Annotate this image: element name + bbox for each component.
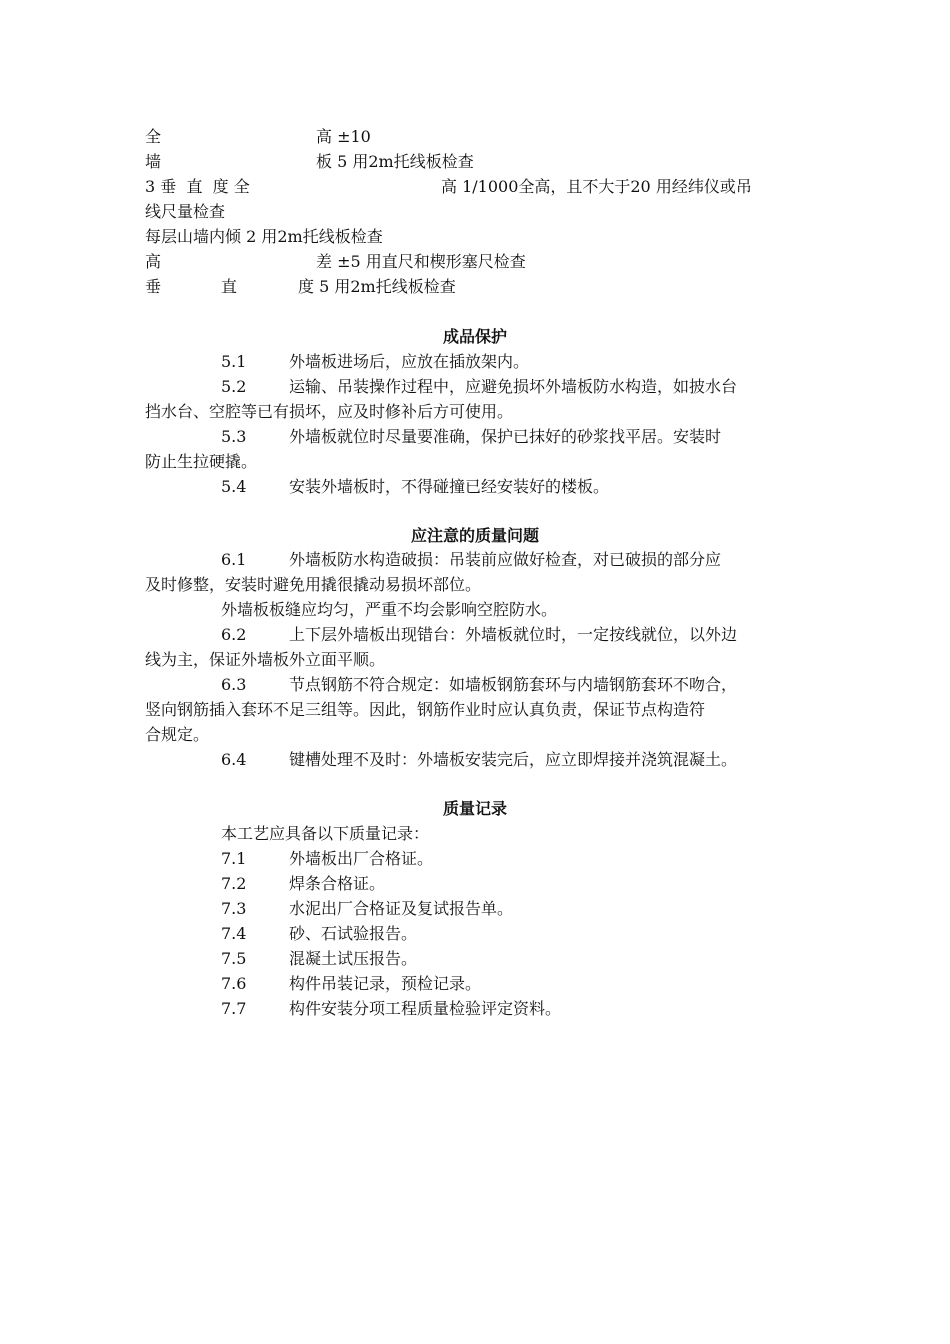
- item-number: 6.2: [221, 625, 247, 644]
- table-cell: 差 ±5 用直尺和楔形塞尺检查: [316, 252, 526, 271]
- item-number: 7.3: [221, 899, 247, 918]
- section-heading: 质量记录: [442, 799, 507, 818]
- table-cell: 全: [145, 127, 162, 146]
- item-text: 运输、吊装操作过程中，应避免损坏外墙板防水构造，如披水台: [289, 377, 738, 396]
- table-cell: 直: [221, 277, 238, 296]
- item-text: 外墙板板缝应均匀，严重不均会影响空腔防水。: [221, 600, 558, 619]
- item-number: 7.7: [221, 999, 247, 1018]
- item-text: 及时修整，安装时避免用撬很撬动易损坏部位。: [145, 575, 482, 594]
- item-text: 合规定。: [145, 725, 210, 744]
- item-text: 节点钢筋不符合规定：如墙板钢筋套环与内墙钢筋套环不吻合，: [289, 675, 738, 694]
- item-number: 7.1: [221, 849, 247, 868]
- item-text: 安装外墙板时，不得碰撞已经安装好的楼板。: [289, 477, 610, 496]
- item-text: 外墙板进场后，应放在插放架内。: [289, 352, 530, 371]
- section-heading: 应注意的质量问题: [410, 526, 539, 545]
- item-number: 6.1: [221, 550, 247, 569]
- item-number: 6.4: [221, 750, 247, 769]
- item-text: 焊条合格证。: [289, 874, 386, 893]
- item-text: 键槽处理不及时：外墙板安装完后，应立即焊接并浇筑混凝土。: [289, 750, 738, 769]
- item-text: 竖向钢筋插入套环不足三组等。因此，钢筋作业时应认真负责，保证节点构造符: [145, 700, 706, 719]
- table-cell: 高 ±10: [316, 127, 371, 146]
- table-cell: 度 5 用2m托线板检查: [298, 277, 456, 296]
- item-text: 外墙板就位时尽量要准确，保护已抹好的砂浆找平居。安装时: [289, 427, 722, 446]
- item-text: 构件吊装记录，预检记录。: [289, 974, 482, 993]
- item-number: 7.4: [221, 924, 247, 943]
- table-cell: 板 5 用2m托线板检查: [316, 152, 474, 171]
- table-cell: 垂: [145, 277, 162, 296]
- item-text: 水泥出厂合格证及复试报告单。: [289, 899, 514, 918]
- item-text: 上下层外墙板出现错台：外墙板就位时，一定按线就位，以外边: [289, 625, 738, 644]
- table-cell: 高: [145, 252, 162, 271]
- section-intro: 本工艺应具备以下质量记录：: [221, 824, 430, 843]
- table-cell: 3 垂 直 度 全: [145, 177, 250, 196]
- item-number: 7.5: [221, 949, 247, 968]
- table-cell: 墙: [145, 152, 162, 171]
- item-text: 构件安装分项工程质量检验评定资料。: [289, 999, 562, 1018]
- table-cell: 高 1/1000全高，且不大于20 用经纬仪或吊: [441, 177, 752, 196]
- section-heading: 成品保护: [442, 327, 507, 346]
- item-number: 5.1: [221, 352, 247, 371]
- item-text: 外墙板出厂合格证。: [289, 849, 434, 868]
- item-number: 5.4: [221, 477, 247, 496]
- item-text: 外墙板防水构造破损：吊装前应做好检查，对已破损的部分应: [289, 550, 722, 569]
- item-text: 挡水台、空腔等已有损坏，应及时修补后方可使用。: [145, 402, 514, 421]
- item-number: 5.2: [221, 377, 247, 396]
- table-cell: 线尺量检查: [145, 202, 226, 221]
- item-number: 7.6: [221, 974, 247, 993]
- item-number: 6.3: [221, 675, 247, 694]
- table-cell: 每层山墙内倾 2 用2m托线板检查: [145, 227, 383, 246]
- item-number: 5.3: [221, 427, 247, 446]
- item-number: 7.2: [221, 874, 247, 893]
- item-text: 砂、石试验报告。: [289, 924, 418, 943]
- item-text: 防止生拉硬撬。: [145, 452, 258, 471]
- item-text: 混凝土试压报告。: [289, 949, 418, 968]
- item-text: 线为主，保证外墙板外立面平顺。: [145, 650, 386, 669]
